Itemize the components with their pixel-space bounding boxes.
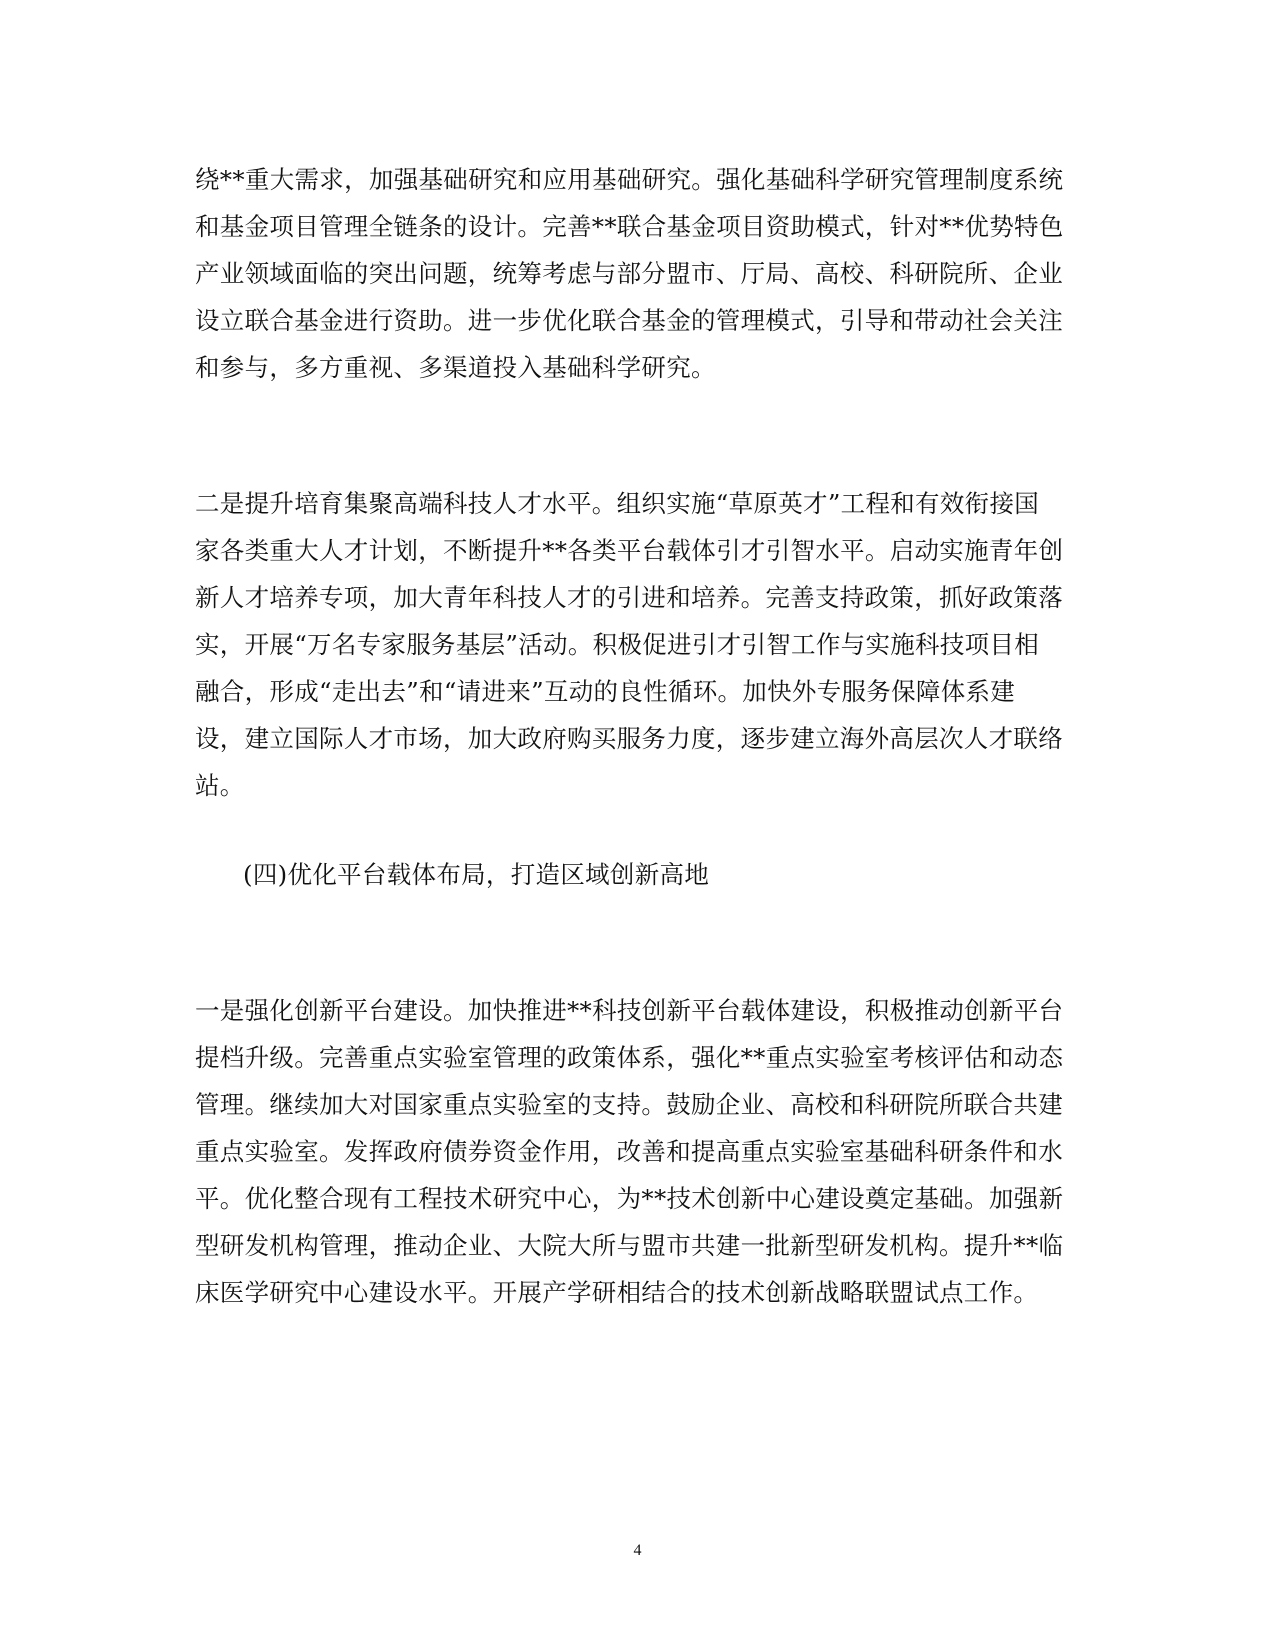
paragraph-line: 二是提升培育集聚高端科技人才水平。组织实施“草原英才”工程和有效衔接国 [195, 489, 1040, 518]
paragraph-line: 产业领域面临的突出问题，统筹考虑与部分盟市、厅局、高校、科研院所、企业 [195, 259, 1063, 288]
paragraph-line: 型研发机构管理，推动企业、大院大所与盟市共建一批新型研发机构。提升**临 [195, 1231, 1064, 1260]
section-heading: (四)优化平台载体布局，打造区域创新高地 [243, 860, 710, 889]
paragraph-line: 设立联合基金进行资助。进一步优化联合基金的管理模式，引导和带动社会关注 [195, 306, 1063, 335]
paragraph-line: 一是强化创新平台建设。加快推进**科技创新平台载体建设，积极推动创新平台 [195, 996, 1064, 1025]
paragraph-line: 融合，形成“走出去”和“请进来”互动的良性循环。加快外专服务保障体系建 [195, 677, 1016, 706]
paragraph-line: 管理。继续加大对国家重点实验室的支持。鼓励企业、高校和科研院所联合共建 [195, 1090, 1063, 1119]
paragraph-line: 站。 [195, 771, 245, 800]
paragraph-line: 新人才培养专项，加大青年科技人才的引进和培养。完善支持政策，抓好政策落 [195, 583, 1063, 612]
paragraph-line: 床医学研究中心建设水平。开展产学研相结合的技术创新战略联盟试点工作。 [195, 1278, 1039, 1307]
paragraph-line: 设，建立国际人才市场，加大政府购买服务力度，逐步建立海外高层次人才联络 [195, 724, 1063, 753]
paragraph-line: 提档升级。完善重点实验室管理的政策体系，强化**重点实验室考核评估和动态 [195, 1043, 1064, 1072]
paragraph-line: 家各类重大人才计划，不断提升**各类平台载体引才引智水平。启动实施青年创 [195, 536, 1064, 565]
page-number: 4 [633, 1542, 642, 1559]
paragraph-line: 和基金项目管理全链条的设计。完善**联合基金项目资助模式，针对**优势特色 [195, 212, 1064, 241]
paragraph-line: 和参与，多方重视、多渠道投入基础科学研究。 [195, 353, 716, 382]
paragraph-line: 绕**重大需求，加强基础研究和应用基础研究。强化基础科学研究管理制度系统 [195, 165, 1064, 194]
paragraph-line: 重点实验室。发挥政府债券资金作用，改善和提高重点实验室基础科研条件和水 [195, 1137, 1063, 1166]
paragraph-line: 平。优化整合现有工程技术研究中心，为**技术创新中心建设奠定基础。加强新 [195, 1184, 1064, 1213]
paragraph-line: 实，开展“万名专家服务基层”活动。积极促进引才引智工作与实施科技项目相 [195, 630, 1040, 659]
